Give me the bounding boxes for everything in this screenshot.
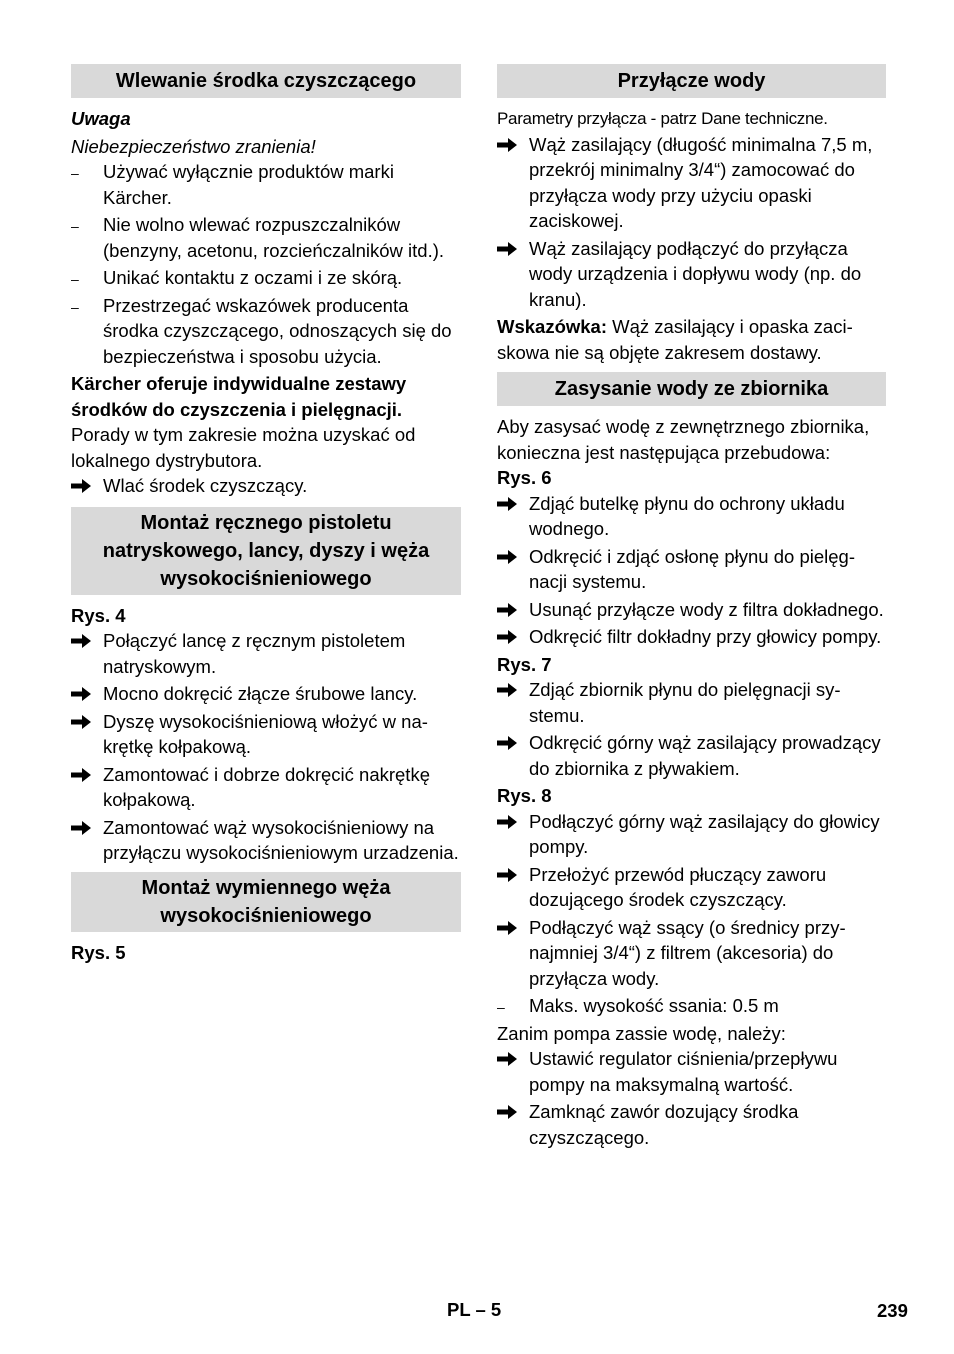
arrow-right-icon [497, 138, 517, 152]
list-item: Połączyć lancę z ręcznym pistoletem natryskowym. [71, 628, 461, 679]
list-item: Zamknąć zawór dozujący środka czyszczącego. [497, 1099, 886, 1150]
dash-list [71, 159, 461, 369]
step-list [497, 132, 886, 313]
step-list [497, 1046, 886, 1150]
dash-icon: – [71, 218, 79, 234]
list-item: Wlać środek czyszczący. [71, 473, 461, 499]
intro-text: Parametry przyłącza - patrz Dane techniczne. [497, 109, 828, 128]
note-label: Uwaga [71, 108, 131, 129]
list-item: Zdjąć zbiornik płynu do pielęgnacji systemu. [497, 677, 886, 728]
list-item: Zdjąć butelkę płynu do ochrony układu wodnego. [497, 491, 886, 542]
list-item: – Nie wolno wlewać rozpuszczalników (benzyny, acetonu, rozcieńczalników itd.). [71, 214, 445, 261]
figure-ref: Rys. 6 [497, 467, 552, 488]
arrow-right-icon [497, 736, 517, 750]
offer-text: Porady w tym zakresie można uzyskać od lokalnego dystrybutora. [71, 424, 416, 471]
list-item: – Używać wyłącznie produktów marki Kärcher. [71, 161, 394, 208]
list-item: Usunąć przyłącze wody z filtra dokładnego. [497, 597, 886, 623]
page-number: 239 [877, 1300, 908, 1321]
hint-text: Wąż zasilający i opaska zaciskowa nie są objęte zakresem dostawy. [497, 316, 853, 363]
warning-text: Niebezpieczeństwo zranienia! [71, 135, 316, 157]
arrow-right-icon [497, 1052, 517, 1066]
list-item: – Przestrzegać wskazówek producenta środka czyszczącego, odnoszących się do bezpieczeństwa i sposobu użycia. [71, 294, 452, 367]
arrow-right-icon [497, 921, 517, 935]
left-column [71, 64, 461, 965]
arrow-right-icon [497, 497, 517, 511]
arrow-right-icon [497, 603, 517, 617]
section-heading-tank-suction: Zasysanie wody ze zbiornika [497, 372, 886, 406]
figure-ref: Rys. 7 [497, 653, 552, 675]
right-column [497, 64, 886, 1152]
hint-label: Wskazówka: [497, 316, 608, 337]
step-list [497, 677, 886, 781]
arrow-right-icon [71, 821, 91, 835]
list-item: Przełożyć przewód płuczący zaworu dozującego środek czyszczący. [497, 862, 886, 913]
list-item: – Maks. wysokość ssania: 0.5 m [497, 993, 886, 1019]
arrow-right-icon [71, 768, 91, 782]
footer-language: PL [447, 1299, 471, 1320]
figure-ref: Rys. 8 [497, 785, 552, 806]
dash-icon: – [71, 298, 79, 315]
list-item: Wąż zasilający (długość minimalna 7,5 m, przekrój minimalny 3/4“) zamocować do przyłącza wody przy użyciu opaski zaciskowej. [497, 132, 886, 234]
list-item: Odkręcić górny wąż zasilający prowadzący do zbiornika z pływakiem. [497, 730, 886, 781]
step-list [71, 628, 461, 866]
section-heading-cleaning-agent: Wlewanie środka czyszczącego [71, 64, 461, 98]
offer-bold-text: Kärcher oferuje indywidualne zestawy środków do czyszczenia i pielęgnacji. [71, 373, 407, 420]
list-item: Podłączyć wąż ssący (o średnicy przynajmniej 3/4“) z filtrem (akcesoria) do przyłącza wody. [497, 915, 886, 992]
list-item: – Unikać kontaktu z oczami i ze skórą. [71, 265, 461, 291]
list-item: Ustawić regulator ciśnienia/przepływu pompy na maksymalną wartość. [497, 1046, 886, 1097]
hint-paragraph [497, 314, 886, 365]
section-heading-water-connection: Przyłącze wody [497, 64, 886, 98]
dash-icon: – [71, 271, 79, 287]
section-heading-hose-replacement: Montaż wymiennego węża wysokociśnieniowego [71, 872, 461, 932]
arrow-right-icon [71, 687, 91, 701]
step-list [497, 809, 886, 1019]
list-item: Odkręcić filtr dokładny przy głowicy pompy. [497, 624, 886, 650]
list-item: Mocno dokręcić złącze śrubowe lancy. [71, 681, 461, 707]
arrow-right-icon [71, 634, 91, 648]
footer-language-page [447, 1297, 501, 1323]
arrow-right-icon [497, 1105, 517, 1119]
list-item: Odkręcić i zdjąć osłonę płynu do pielęgnacji systemu. [497, 544, 886, 595]
arrow-right-icon [497, 550, 517, 564]
arrow-right-icon [497, 242, 517, 256]
list-item: Dyszę wysokociśnieniową włożyć w nakrętkę kołpakową. [71, 709, 461, 760]
figure-ref: Rys. 5 [71, 941, 126, 963]
arrow-right-icon [497, 630, 517, 644]
footer-page-label: – 5 [475, 1299, 502, 1320]
step-list [497, 491, 886, 650]
arrow-right-icon [71, 479, 91, 493]
intro-text: Aby zasysać wodę z zewnętrznego zbiornika, konieczna jest następująca przebudowa: [497, 416, 870, 463]
arrow-right-icon [71, 715, 91, 729]
before-text: Zanim pompa zassie wodę, należy: [497, 1022, 786, 1044]
arrow-right-icon [497, 868, 517, 882]
dash-icon: – [71, 165, 79, 181]
list-item: Podłączyć górny wąż zasilający do głowicy pompy. [497, 809, 886, 860]
dash-icon: – [497, 999, 505, 1015]
list-item: Zamontować i dobrze dokręcić nakrętkę kołpakową. [71, 762, 461, 813]
section-heading-gun-assembly: Montaż ręcznego pistoletu natryskowego, lancy, dyszy i węża wysokociśnieniowego [71, 507, 461, 595]
list-item: Zamontować wąż wysokociśnieniowy na przyłączu wysokociśnieniowym urzadzenia. [71, 815, 461, 866]
arrow-right-icon [497, 815, 517, 829]
figure-ref: Rys. 4 [71, 604, 126, 626]
step-list [71, 473, 461, 499]
list-item: Wąż zasilający podłączyć do przyłącza wody urządzenia i dopływu wody (np. do kranu). [497, 236, 886, 313]
arrow-right-icon [497, 683, 517, 697]
